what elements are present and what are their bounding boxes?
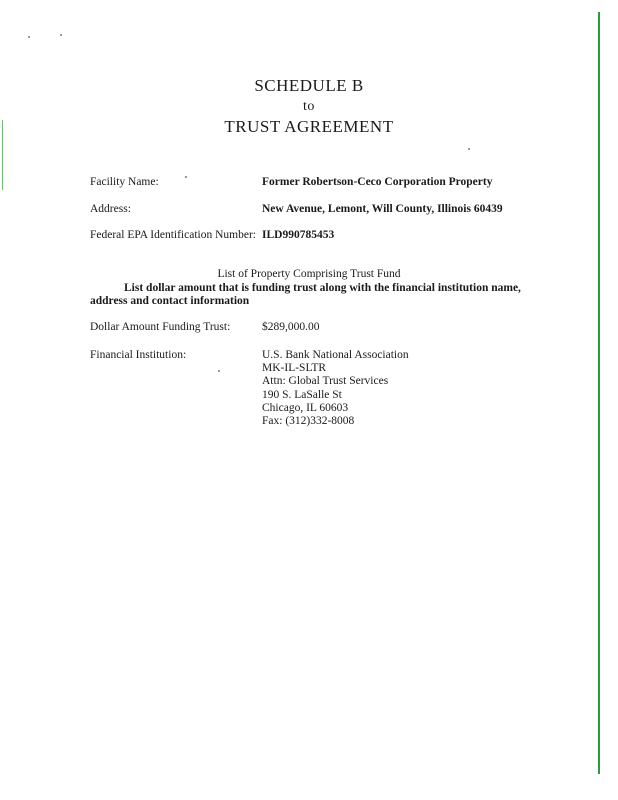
schedule-title: SCHEDULE B xyxy=(254,76,364,95)
epa-id-value: ILD990785453 xyxy=(262,229,335,241)
scan-speck xyxy=(468,148,470,150)
scan-speck xyxy=(60,34,62,36)
amount-value: $289,000.00 xyxy=(262,321,320,333)
schedule-to: to xyxy=(303,99,315,114)
scan-speck xyxy=(218,370,220,372)
property-list-heading: List of Property Comprising Trust Fund xyxy=(217,268,401,280)
scan-speck xyxy=(185,176,187,178)
amount-label: Dollar Amount Funding Trust: xyxy=(90,321,231,333)
scan-speck xyxy=(28,36,30,38)
institution-line: 190 S. LaSalle St xyxy=(262,388,342,401)
institution-line: Chicago, IL 60603 xyxy=(262,401,349,414)
institution-label: Financial Institution: xyxy=(90,349,187,361)
address-label: Address: xyxy=(90,203,131,215)
instruction-text: List dollar amount that is funding trust along with the financial institution name, address and contact information xyxy=(90,282,521,307)
facility-name-value: Former Robertson-Ceco Corporation Property xyxy=(262,176,493,188)
agreement-title: TRUST AGREEMENT xyxy=(224,117,394,136)
institution-line: Attn: Global Trust Services xyxy=(262,375,389,388)
institution-line: MK-IL-SLTR xyxy=(262,362,327,375)
facility-name-label: Facility Name: xyxy=(90,176,159,188)
institution-line: U.S. Bank National Association xyxy=(262,349,409,361)
address-value: New Avenue, Lemont, Will County, Illinois 60439 xyxy=(262,203,503,215)
epa-id-label: Federal EPA Identification Number: xyxy=(90,229,256,241)
institution-line: Fax: (312)332-8008 xyxy=(262,415,355,428)
institution-address-block xyxy=(262,349,409,428)
